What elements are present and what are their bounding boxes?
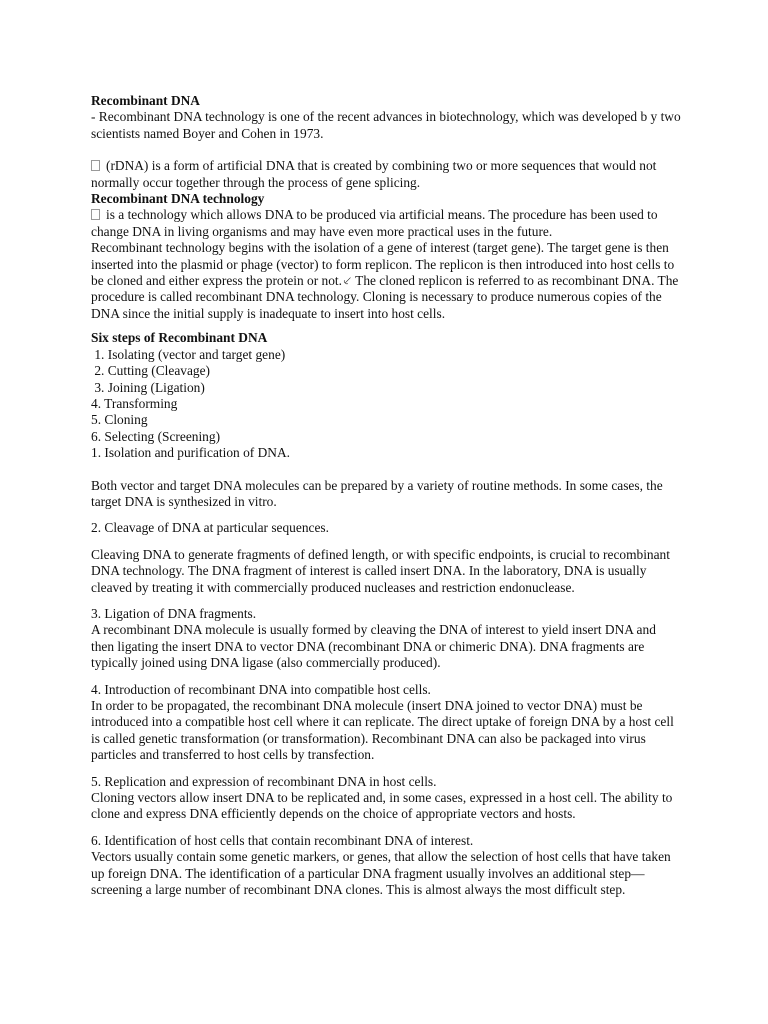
- step-item: 3. Joining (Ligation): [91, 379, 205, 395]
- section-heading: 2. Cleavage of DNA at particular sequences.: [91, 520, 329, 536]
- step-item: 2. Cutting (Cleavage): [91, 363, 210, 379]
- section-heading: 4. Introduction of recombinant DNA into compatible host cells.: [91, 681, 431, 697]
- section-heading: 3. Ligation of DNA fragments.: [91, 605, 257, 621]
- bullet-box-icon: [91, 160, 100, 171]
- tech-definition-text: is a technology which allows DNA to be produced via artificial means. The procedure has been used to change DNA in living organisms and may have even more practical uses in the future.: [91, 207, 658, 239]
- section-body: Cloning vectors allow insert DNA to be replicated and, in some cases, expressed in a host cell. The ability to clone and express DNA efficiently depends on the choice of appropriate vectors and hosts.: [91, 790, 673, 822]
- step-item: 4. Transforming: [91, 395, 178, 411]
- section-heading: 5. Replication and expression of recombinant DNA in host cells.: [91, 773, 437, 789]
- rdna-definition: [91, 158, 681, 191]
- step-item: 1. Isolating (vector and target gene): [91, 346, 286, 362]
- rdna-definition-text: (rDNA) is a form of artificial DNA that is created by combining two or more sequences that would not normally occur together through the process of gene splicing.: [91, 158, 657, 190]
- section-body: Vectors usually contain some genetic markers, or genes, that allow the selection of host cells that have taken up foreign DNA. The identification of a particular DNA fragment usually involves an additional step—screening a large number of recombinant DNA clones. This is almost always the most difficult step.: [91, 849, 671, 898]
- intro-paragraph: - Recombinant DNA technology is one of the recent advances in biotechnology, which was developed b y two scientists named Boyer and Cohen in 1973.: [91, 109, 681, 141]
- section-body: In order to be propagated, the recombinant DNA molecule (insert DNA joined to vector DNA) must be introduced into a compatible host cell where it can replicate. The direct uptake of foreign DNA by a host cell is called genetic transformation (or transformation). Recombinant DNA can also be packaged into virus particles and transferred to host cells by transfection.: [91, 698, 674, 763]
- document-body: [91, 93, 681, 898]
- step-item: 5. Cloning: [91, 412, 148, 428]
- tech-heading: Recombinant DNA technology: [91, 191, 265, 207]
- section-body: Cleaving DNA to generate fragments of defined length, or with specific endpoints, is crucial to recombinant DNA technology. The DNA fragment of interest is called insert DNA. In the laboratory, DNA is usually cleaved by treating it with commercially produced nucleases and restriction endonuclease.: [91, 546, 670, 595]
- section-body: Both vector and target DNA molecules can be prepared by a variety of routine methods. In some cases, the target DNA is synthesized in vitro.: [91, 477, 663, 509]
- section-heading: 1. Isolation and purification of DNA.: [91, 445, 290, 461]
- tech-definition: [91, 207, 681, 240]
- tech-paragraph: Recombinant technology begins with the isolation of a gene of interest (target gene). The target gene is then inserted into the plasmid or phage (vector) to form replicon. The replicon is then introduced into host cells to be cloned and either express the protein or not.⸔ The cloned replicon is referred to as recombinant DNA. The procedure is called recombinant DNA technology. Cloning is necessary to produce numerous copies of the DNA since the initial supply is inadequate to insert into host cells.: [91, 240, 679, 321]
- document-title: Recombinant DNA: [91, 93, 200, 108]
- bullet-box-icon: [91, 209, 100, 220]
- section-heading: 6. Identification of host cells that contain recombinant DNA of interest.: [91, 832, 474, 848]
- section-body: A recombinant DNA molecule is usually formed by cleaving the DNA of interest to yield insert DNA and then ligating the insert DNA to vector DNA (recombinant DNA or chimeric DNA). DNA fragments are typically joined using DNA ligase (also commercially produced).: [91, 622, 656, 671]
- step-item: 6. Selecting (Screening): [91, 428, 221, 444]
- steps-heading: Six steps of Recombinant DNA: [91, 330, 268, 346]
- steps-list: [91, 347, 681, 445]
